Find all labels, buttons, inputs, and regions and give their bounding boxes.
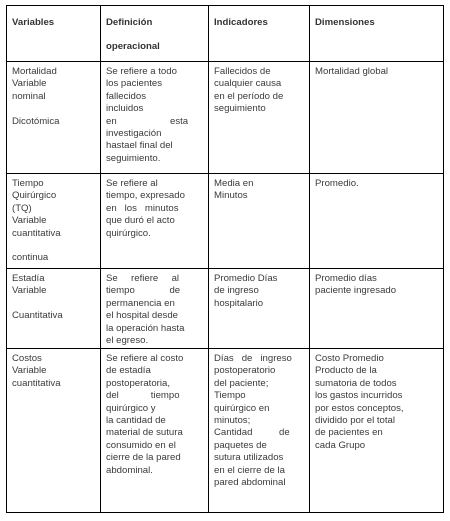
row-divider bbox=[7, 173, 443, 174]
operational-variables-table bbox=[6, 5, 444, 513]
cell-line: dividido por el total bbox=[315, 415, 395, 427]
cell-line: Promedio Días bbox=[214, 273, 278, 284]
cell-line: Variable bbox=[12, 285, 47, 297]
cell-line: tiempo de bbox=[106, 285, 181, 297]
cell-line: cualquier causa bbox=[214, 78, 282, 90]
header-definicion bbox=[101, 14, 208, 54]
cell-line: pared abdominal bbox=[214, 477, 286, 489]
cell-line: cuantitativa bbox=[12, 227, 61, 239]
cell-line: Se refiere a todo bbox=[106, 66, 177, 77]
cell-line: Quirúrgico bbox=[12, 190, 57, 202]
header-operacional-label: operacional bbox=[106, 41, 160, 53]
row-estadia-definition bbox=[101, 270, 208, 347]
cell-line: Minutos bbox=[214, 190, 248, 202]
cell-line: consumido en el bbox=[106, 439, 176, 451]
cell-line: Fallecidos de bbox=[214, 66, 271, 77]
cell-line: Mortalidad global bbox=[315, 66, 389, 77]
cell-line: cuantitativa bbox=[12, 377, 61, 389]
cell-line: material de sutura bbox=[106, 427, 183, 439]
cell-line: Costo Promedio bbox=[315, 353, 384, 364]
header-variables bbox=[7, 14, 100, 29]
cell-line: Tiempo bbox=[12, 178, 44, 189]
row-costos-indicators bbox=[209, 350, 309, 489]
cell-line: Se refiere al costo bbox=[106, 353, 184, 364]
row-tiempo-definition bbox=[101, 175, 208, 240]
cell-line: en los minutos bbox=[106, 202, 179, 214]
cell-line: sutura utilizados bbox=[214, 452, 284, 464]
header-dimensiones bbox=[310, 14, 445, 29]
cell-line: los gastos incurridos bbox=[315, 390, 403, 402]
cell-line: (TQ) bbox=[12, 202, 32, 214]
cell-line: quirúrgico en bbox=[214, 402, 270, 414]
cell-line: hastael final del bbox=[106, 140, 173, 152]
cell-line: en el cierre de la bbox=[214, 464, 285, 476]
cell-line: Cuantitativa bbox=[12, 310, 63, 322]
cell-line: la operación hasta bbox=[106, 322, 185, 334]
cell-line: en el período de bbox=[214, 90, 284, 102]
cell-line: Mortalidad bbox=[12, 66, 57, 77]
row-divider bbox=[7, 348, 443, 349]
header-variables-label: Variables bbox=[12, 17, 55, 28]
cell-line: nominal bbox=[12, 90, 46, 102]
cell-line: Variable bbox=[12, 365, 47, 377]
row-estadia-indicators bbox=[209, 270, 309, 310]
cell-line: del tiempo bbox=[106, 390, 180, 402]
cell-line: de pacientes en bbox=[315, 427, 383, 439]
cell-line: Variable bbox=[12, 78, 47, 90]
cell-line: seguimiento bbox=[214, 103, 266, 115]
cell-line: sumatoria de todos bbox=[315, 377, 397, 389]
header-indicadores-label: Indicadores bbox=[214, 17, 268, 28]
cell-line: cada Grupo bbox=[315, 439, 366, 451]
row-estadia-dimensions bbox=[310, 270, 445, 298]
cell-line: abdominal. bbox=[106, 464, 153, 476]
row-mortalidad-variable bbox=[7, 63, 100, 128]
cell-line: Estadía bbox=[12, 273, 45, 284]
header-dimensiones-label: Dimensiones bbox=[315, 17, 375, 28]
cell-line: Costos bbox=[12, 353, 42, 364]
cell-line: minutos; bbox=[214, 415, 251, 427]
cell-line: paquetes de bbox=[214, 439, 267, 451]
row-divider bbox=[7, 61, 443, 62]
cell-line: hospitalario bbox=[214, 297, 264, 309]
cell-line: fallecidos bbox=[106, 90, 146, 102]
row-costos-dimensions bbox=[310, 350, 445, 452]
cell-line: Tiempo bbox=[214, 390, 246, 402]
cell-line: paciente ingresado bbox=[315, 285, 397, 297]
cell-line: Variable bbox=[12, 215, 47, 227]
cell-line: incluidos bbox=[106, 103, 144, 115]
cell-line: tiempo, expresado bbox=[106, 190, 185, 202]
row-mortalidad-dimensions bbox=[310, 63, 445, 78]
cell-line: Promedio días bbox=[315, 273, 377, 284]
row-costos-definition bbox=[101, 350, 208, 477]
header-indicadores bbox=[209, 14, 309, 29]
cell-line: permanencia en bbox=[106, 297, 175, 309]
cell-line: Cantidad de bbox=[214, 427, 290, 439]
cell-line: seguimiento. bbox=[106, 152, 161, 164]
row-estadia-variable bbox=[7, 270, 100, 323]
row-tiempo-dimensions bbox=[310, 175, 445, 190]
cell-line: Se refiere al bbox=[106, 178, 158, 189]
cell-line: Media en bbox=[214, 178, 254, 189]
cell-line: investigación bbox=[106, 128, 162, 140]
cell-line: en esta bbox=[106, 115, 189, 127]
cell-line: de estadía bbox=[106, 365, 151, 377]
row-mortalidad-definition bbox=[101, 63, 208, 165]
cell-line: la cantidad de bbox=[106, 415, 166, 427]
cell-line: postoperatoria, bbox=[106, 377, 170, 389]
cell-line: Producto de la bbox=[315, 365, 377, 377]
row-costos-variable bbox=[7, 350, 100, 390]
cell-line: de ingreso bbox=[214, 285, 259, 297]
row-tiempo-indicators bbox=[209, 175, 309, 203]
header-definicion-label: Definición bbox=[106, 17, 153, 28]
cell-line: el egreso. bbox=[106, 335, 149, 347]
cell-line: Se refiere al bbox=[106, 273, 180, 284]
cell-line: quirúrgico. bbox=[106, 227, 151, 239]
cell-line: Días de ingreso bbox=[214, 353, 292, 364]
cell-line: que duró el acto bbox=[106, 215, 175, 227]
cell-line: el hospital desde bbox=[106, 310, 179, 322]
cell-line: por estos conceptos, bbox=[315, 402, 404, 414]
cell-line: continua bbox=[12, 252, 49, 264]
cell-line: quirúrgico y bbox=[106, 402, 156, 414]
row-mortalidad-indicators bbox=[209, 63, 309, 116]
cell-line: los pacientes bbox=[106, 78, 162, 90]
cell-line: Promedio. bbox=[315, 178, 359, 189]
cell-line: del paciente; bbox=[214, 377, 269, 389]
row-divider bbox=[7, 268, 443, 269]
row-tiempo-variable bbox=[7, 175, 100, 265]
cell-line: Dicotómica bbox=[12, 115, 60, 127]
cell-line: cierre de la pared bbox=[106, 452, 181, 464]
cell-line: postoperatorio bbox=[214, 365, 276, 377]
